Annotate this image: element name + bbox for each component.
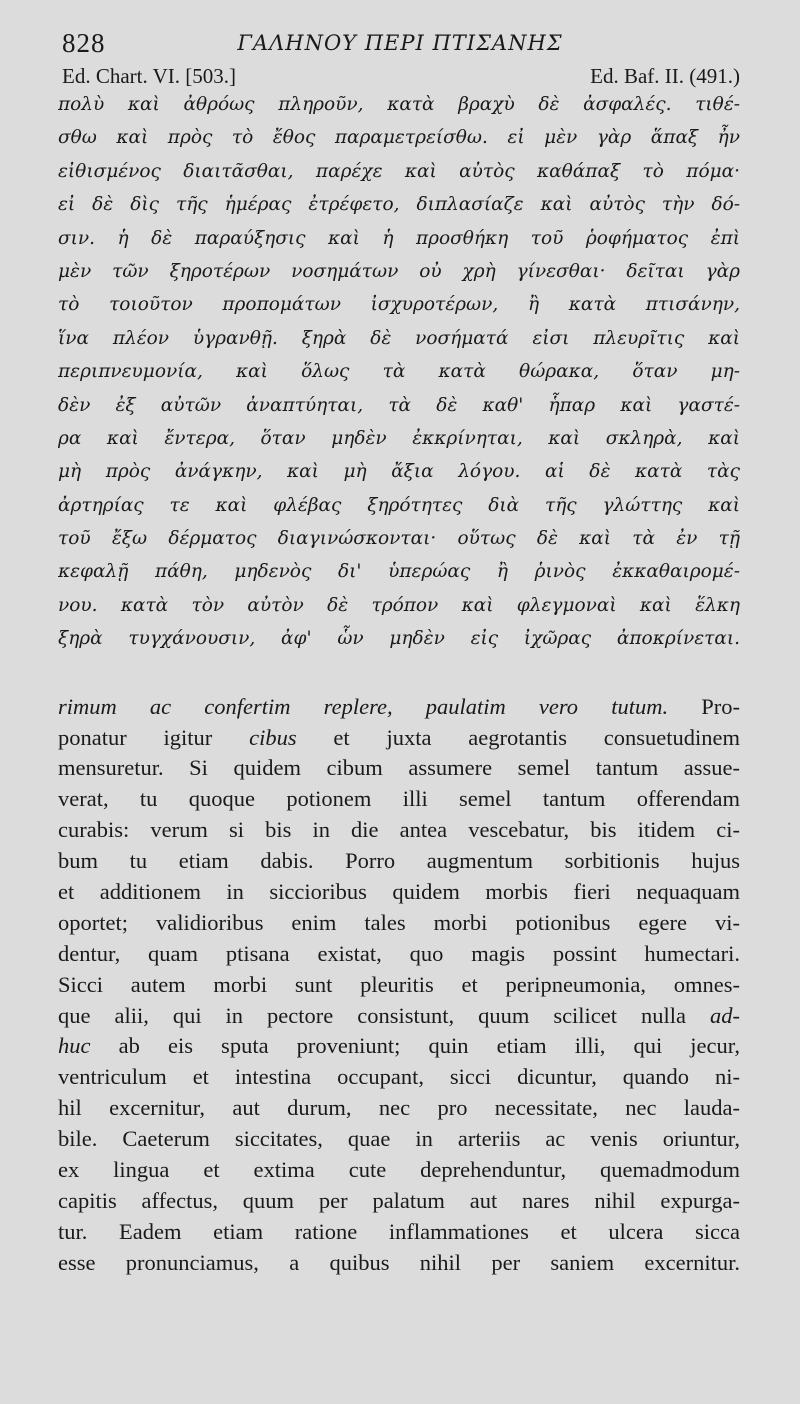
latin-line: ventriculum et intestina occupant, sicci dicuntur, quando ni- — [58, 1064, 740, 1090]
latin-italic-text: rimum ac confertim replere, paulatim vero tutum. — [58, 693, 669, 719]
greek-line: κεφαλῇ πάθη, μηδενὸς δι' ὑπερώας ἢ ῥινὸς ἐκκαθαιρομέ- — [58, 561, 740, 583]
greek-line: μὴ πρὸς ἀνάγκην, καὶ μὴ ἄξια λόγου. αἱ δὲ κατὰ τὰς — [58, 461, 740, 483]
latin-line — [58, 692, 740, 723]
latin-italic-text: ad- — [710, 1002, 740, 1028]
latin-italic-text: cibus — [249, 724, 297, 750]
latin-line: curabis: verum si bis in die antea vescebatur, bis itidem ci- — [58, 817, 740, 843]
latin-line: Sicci autem morbi sunt pleuritis et peripneumonia, omnes- — [58, 971, 740, 997]
greek-line: σιν. ἡ δὲ παραύξησις καὶ ἡ προσθήκη τοῦ ῥοφήματος ἐπὶ — [58, 227, 740, 249]
latin-text: que alii, qui in pectore consistunt, quum scilicet nulla — [58, 1002, 710, 1028]
latin-line: hil excernitur, aut durum, nec pro necessitate, nec lauda- — [58, 1095, 740, 1121]
page-number: 828 — [62, 28, 106, 58]
latin-line — [58, 723, 740, 754]
greek-line: ἀρτηρίας τε καὶ φλέβας ξηρότητες διὰ τῆς γλώττης καὶ — [58, 494, 740, 516]
greek-line: περιπνευμονία, καὶ ὅλως τὰ κατὰ θώρακα, ὅταν μη- — [58, 361, 740, 383]
latin-text: Pro- — [701, 693, 740, 719]
latin-line: capitis affectus, quum per palatum aut nares nihil expurga- — [58, 1187, 740, 1213]
latin-text: et juxta aegrotantis consuetudinem — [296, 724, 740, 750]
latin-text: ponatur igitur — [58, 724, 250, 750]
latin-line: mensuretur. Si quidem cibum assumere semel tantum assue- — [58, 755, 740, 781]
edition-basel: Ed. Baf. II. (491.) — [590, 64, 740, 88]
greek-line: εἰ δὲ δὶς τῆς ἡμέρας ἐτρέφετο, διπλασίαζε καὶ αὐτὸς τὴν δό- — [58, 194, 740, 216]
greek-text-block — [48, 88, 752, 656]
latin-line: esse pronunciamus, a quibus nihil per saniem excernitur. — [58, 1249, 740, 1275]
greek-line: μὲν τῶν ξηροτέρων νοσημάτων οὐ χρὴ γίνεσθαι· δεῖται γὰρ — [58, 260, 740, 282]
latin-line: tur. Eadem etiam ratione inflammationes et ulcera sicca — [58, 1218, 740, 1244]
greek-line: τὸ τοιοῦτον προπομάτων ἰσχυροτέρων, ἢ κατὰ πτισάνην, — [58, 294, 740, 316]
latin-italic-text: huc — [58, 1033, 91, 1059]
greek-line: ἵνα πλέον ὑγρανθῇ. ξηρὰ δὲ νοσήματά εἰσι πλευρῖτις καὶ — [58, 327, 740, 349]
latin-line: ex lingua et extima cute deprehenduntur, quemadmodum — [58, 1157, 740, 1182]
greek-line: ρα καὶ ἔντερα, ὅταν μηδὲν ἐκκρίνηται, καὶ σκληρὰ, καὶ — [58, 427, 740, 449]
latin-line: dentur, quam ptisana existat, quo magis possint humectari. — [58, 940, 740, 966]
edition-references — [48, 62, 752, 88]
page-header — [48, 22, 752, 62]
latin-line — [58, 1001, 740, 1032]
running-title: ΓΑΛΗΝΟΥ ΠΕΡΙ ΠΤΙΣΑΝΗΣ — [237, 31, 563, 55]
latin-line: oportet; validioribus enim tales morbi potionibus egere vi- — [58, 909, 740, 935]
greek-line: πολὺ καὶ ἀθρόως πληροῦν, κατὰ βραχὺ δὲ ἀσφαλές. τιθέ- — [58, 94, 740, 115]
latin-line: et additionem in siccioribus quidem morbis fieri nequaquam — [58, 878, 740, 904]
greek-line: δὲν ἐξ αὐτῶν ἀναπτύηται, τὰ δὲ καθ' ἧπαρ καὶ γαστέ- — [58, 394, 740, 416]
edition-chartier: Ed. Chart. VI. [503.] — [62, 64, 236, 88]
greek-line: σθω καὶ πρὸς τὸ ἔθος παραμετρείσθω. εἰ μὲν γὰρ ἅπαξ ἦν — [58, 127, 740, 149]
latin-line: bum tu etiam dabis. Porro augmentum sorbitionis hujus — [58, 848, 740, 874]
latin-line: bile. Caeterum siccitates, quae in arteriis ac venis oriuntur, — [58, 1126, 740, 1152]
latin-line: verat, tu quoque potionem illi semel tantum offerendam — [58, 786, 740, 812]
latin-text: ab eis sputa proveniunt; quin etiam illi, qui jecur, — [90, 1033, 740, 1059]
latin-text-block — [48, 692, 752, 1279]
greek-line: ξηρὰ τυγχάνουσιν, ἀφ' ὧν μηδὲν εἰς ἰχῶρας ἀποκρίνεται. — [58, 628, 740, 650]
greek-line: τοῦ ἔξω δέρματος διαγινώσκονται· οὕτως δὲ καὶ τὰ ἐν τῇ — [58, 528, 740, 550]
greek-line: εἰθισμένος διαιτᾶσθαι, παρέχε καὶ αὐτὸς καθάπαξ τὸ πόμα· — [58, 160, 740, 182]
latin-line — [58, 1031, 740, 1062]
greek-line: νου. κατὰ τὸν αὐτὸν δὲ τρόπον καὶ φλεγμοναὶ καὶ ἕλκη — [58, 594, 740, 616]
